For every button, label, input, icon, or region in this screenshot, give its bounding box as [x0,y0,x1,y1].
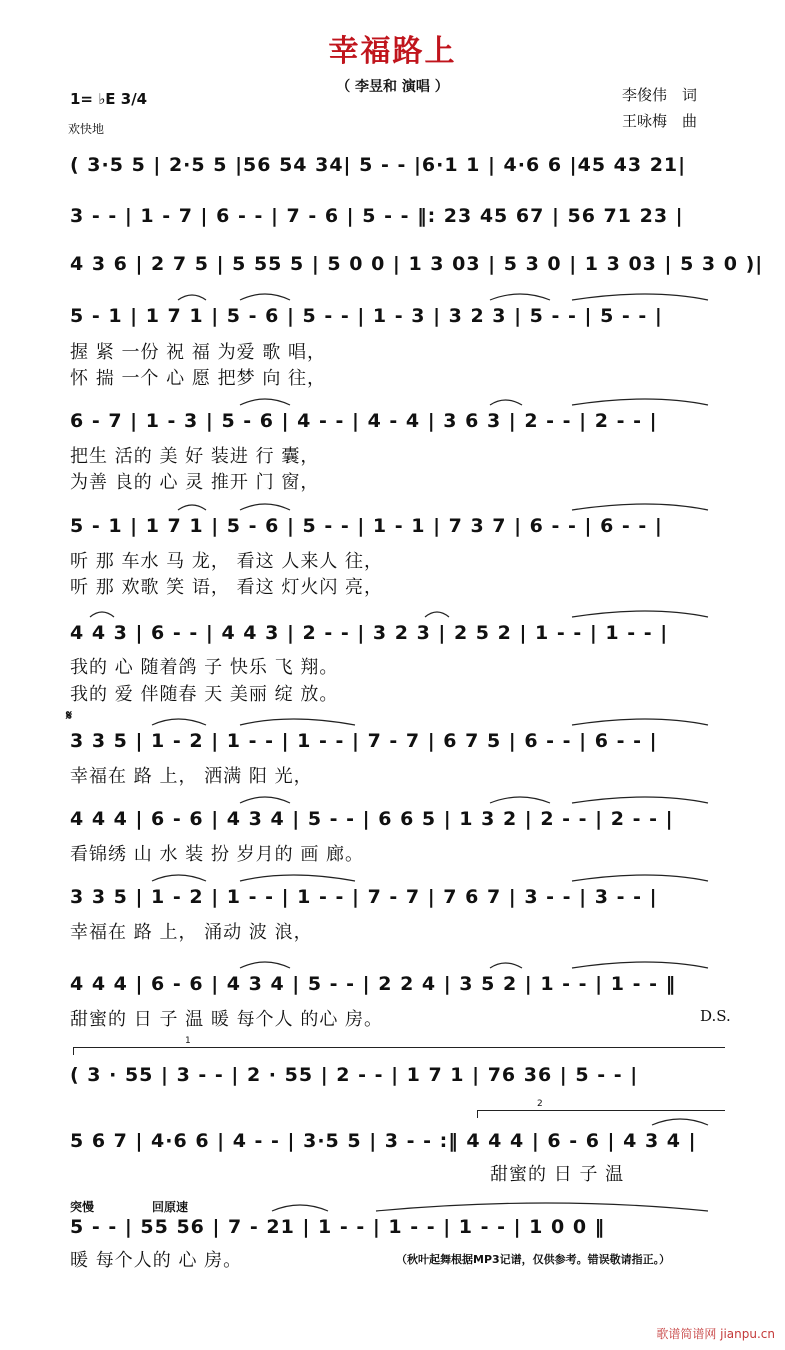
tie-line [90,612,114,617]
a-tempo-mark: 回原速 [152,1200,189,1214]
tie-line [572,875,708,881]
tie-line [240,875,355,881]
staff-8-lyrics: 幸福在 路 上， 洒满 阳 光， [70,766,313,787]
tie-line [272,1205,328,1211]
staff-6-lyrics-verse-1: 听 那 车水 马 龙， 看这 人来人 往， [70,551,384,572]
tie-line [178,295,206,300]
tie-line [152,719,206,725]
staff-4-lyrics-verse-1: 握 紧 一份 祝 福 为爱 歌 唱， [70,342,327,363]
staff-4-lyrics-verse-2: 怀 揣 一个 心 愿 把梦 向 往， [70,368,327,389]
tie-line [572,719,708,725]
song-subtitle: （ 李昱和 演唱 ） [336,79,449,95]
staff-4-notes: 5 - 1 | 1 7 1 | 5 - 6 | 5 - - | 1 - 3 | 3 2 3 | 5 - - | 5 - - | [70,305,663,327]
staff-14-lyrics: 暖 每个人的 心 房。 [70,1250,243,1271]
staff-8-notes: 3 3 5 | 1 - 2 | 1 - - | 1 - - | 7 - 7 | 6 7 5 | 6 - - | 6 - - | [70,730,658,752]
tie-line [178,505,206,510]
tie-line [572,962,708,968]
tie-line [490,400,522,405]
segno-sign: 𝄋 [66,708,73,724]
tie-line [240,797,290,803]
staff-9-notes: 4 4 4 | 6 - 6 | 4 3 4 | 5 - - | 6 6 5 | 1 3 2 | 2 - - | 2 - - | [70,808,674,830]
song-title: 幸福路上 [328,34,457,69]
staff-12-notes: ( 3 · 55 | 3 - - | 2 · 55 | 2 - - | 1 7 1 | 76 36 | 5 - - | [70,1064,639,1086]
volta-2-number: 2 [537,1099,543,1109]
tie-line [240,719,355,725]
tempo-marking: 欢快地 [68,122,105,136]
staff-13-lyrics: 甜蜜的 日 子 温 [490,1164,625,1185]
staff-11-lyrics: 甜蜜的 日 子 温 暖 每个人 的心 房。 [70,1009,384,1030]
staff-11-notes: 4 4 4 | 6 - 6 | 4 3 4 | 5 - - | 2 2 4 | 3 5 2 | 1 - - | 1 - - ‖ [70,973,677,995]
staff-13-notes: 5 6 7 | 4·6 6 | 4 - - | 3·5 5 | 3 - - :‖ 4 4 4 | 6 - 6 | 4 3 4 | [70,1130,697,1152]
tie-line [376,1203,708,1211]
site-watermark: 歌谱简谱网 jianpu.cn [656,1327,775,1341]
staff-9-lyrics: 看锦绣 山 水 装 扮 岁月的 画 廊。 [70,844,365,865]
staff-6-notes: 5 - 1 | 1 7 1 | 5 - 6 | 5 - - | 1 - 1 | 7 3 7 | 6 - - | 6 - - | [70,515,663,537]
tie-line [572,399,708,405]
lyricist-credit: 李俊伟 词 [622,86,698,104]
tie-line [490,797,550,803]
transcription-footnote: （秋叶起舞根据MP3记谱，仅供参考。错误敬请指正。） [396,1253,671,1266]
tie-line [652,1119,708,1125]
tie-line [490,963,522,968]
tie-line [572,797,708,803]
staff-10-lyrics: 幸福在 路 上， 涌动 波 浪， [70,922,313,943]
staff-14-notes: 5 - - | 55 56 | 7 - 21 | 1 - - | 1 - - | 1 - - | 1 0 0 ‖ [70,1216,606,1238]
staff-6-lyrics-verse-2: 听 那 欢歌 笑 语， 看这 灯火闪 亮， [70,577,384,598]
staff-2-notes: 3 - - | 1 - 7 | 6 - - | 7 - 6 | 5 - - ‖: 23 45 67 | 56 71 23 | [70,205,684,227]
staff-5-notes: 6 - 7 | 1 - 3 | 5 - 6 | 4 - - | 4 - 4 | 3 6 3 | 2 - - | 2 - - | [70,410,658,432]
composer-credit: 王咏梅 曲 [622,112,698,130]
staff-1-notes: ( 3·5 5 | 2·5 5 |56 54 34| 5 - - |6·1 1 | 4·6 6 |45 43 21| [70,154,687,176]
dal-segno-mark: D.S. [700,1007,731,1025]
tie-line [240,962,290,968]
staff-5-lyrics-verse-2: 为善 良的 心 灵 推开 门 窗， [70,472,320,493]
tie-line [240,399,290,405]
sudden-slow-mark: 突慢 [70,1200,95,1214]
tie-line [572,504,708,510]
staff-7-notes: 4 4 3 | 6 - - | 4 4 3 | 2 - - | 3 2 3 | 2 5 2 | 1 - - | 1 - - | [70,622,669,644]
tie-line [152,875,206,881]
volta-1-number: 1 [185,1036,191,1046]
tie-line [240,504,290,510]
staff-10-notes: 3 3 5 | 1 - 2 | 1 - - | 1 - - | 7 - 7 | 7 6 7 | 3 - - | 3 - - | [70,886,658,908]
staff-3-notes: 4 3 6 | 2 7 5 | 5 55 5 | 5 0 0 | 1 3 03 | 5 3 0 | 1 3 03 | 5 3 0 )| [70,253,764,275]
staff-5-lyrics-verse-1: 把生 活的 美 好 装进 行 囊， [70,446,320,467]
tie-line [572,611,708,617]
tie-line [425,612,449,617]
tie-line [240,294,290,300]
tie-line [572,294,708,300]
staff-7-lyrics-verse-1: 我的 心 随着鸽 子 快乐 飞 翔。 [70,657,339,678]
staff-7-lyrics-verse-2: 我的 爱 伴随春 天 美丽 绽 放。 [70,684,339,705]
key-signature: 1= ♭E 3/4 [70,90,148,108]
tie-line [490,294,550,300]
